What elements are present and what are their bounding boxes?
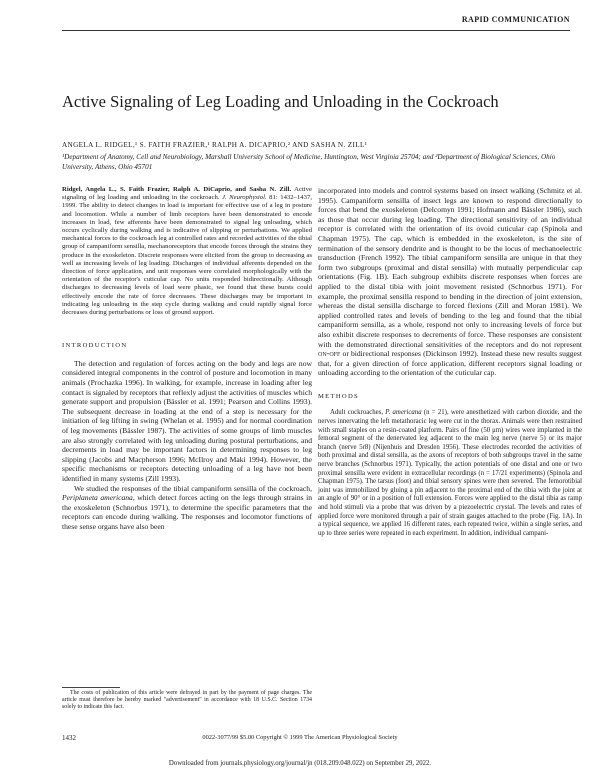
footnote-rule [62,687,120,688]
on-off-term: on-off [318,349,341,359]
author-list: ANGELA L. RIDGEL,¹ S. FAITH FRAZIER,¹ RALPH A. DICAPRIO,² AND SASHA N. ZILL¹ [62,141,368,149]
methods-start: Adult cockroaches, [330,409,384,417]
intro-paragraph-1: The detection and regulation of forces acting on the body and legs are now considered integral components in the control of posture and locomotion in many animals (Prochazka 1996). In walking, for example, increase in loading after leg contact is signaled by receptors that reflexly adjust the activities of muscles which generate support and propulsion (Bässler et al. 1991; Pearson and Collins 1993). The subsequent decrease in loading at the end of a step is necessary for the initiation of leg lifting in swing (Whelan et al. 1995) and for normal coordination of leg movements (Bässler 1987). The activities of some groups of limb muscles are also strongly correlated with leg unloading during postural perturbations, and decrements in load may be important factors in determining responses to leg slipping (Jacobs and Macpherson 1996; McIlroy and Maki 1994). However, the specific mechanisms or receptors detecting unloading of a leg have not been identified in many systems (Zill 1993). [62,358,312,483]
introduction-heading: INTRODUCTION [62,342,128,350]
affiliations: ¹Department of Anatomy, Cell and Neurobiology, Marshall University School of Medicine, Huntington, West Virginia 25704; and ²Department of Biological Sciences, Ohio University, Athens, Ohio 45701 [62,153,556,171]
intro-continued-end: or bidirectional responses (Dickinson 1992). Instead these new results suggest that, for a given direction of force application, different receptors signal loading or unloading according to the orientation of the cuticular cap. [318,349,582,378]
abstract-volume: 81: 1432–1437, 1999. [62,194,313,210]
page-number: 1432 [62,734,76,742]
abstract [62,186,312,317]
methods-paragraph [318,409,582,538]
intro-paragraph-2 [62,484,312,532]
methods-species: P. americana [385,409,422,417]
article-title: Active Signaling of Leg Loading and Unloading in the Cockroach [62,92,499,111]
footnote: The costs of publication of this article were defrayed in part by the payment of page charges. The article must therefore be hereby marked "advertisement" in accordance with 18 U.S.C. Section 1734 solely to indicate this fact. [62,690,312,711]
intro-p2-start: We studied the responses of the tibial campaniform sensilla of the cockroach, [74,483,312,493]
intro-continued-text: incorporated into models and control systems based on insect walking (Schmitz et al. 1995). Campaniform sensilla of insect legs are known to respond directionally to forces that bend the exoskeleton (Delcomyn 1991; Hofmann and Bässler 1986), such as those that occur during leg loading. The directional sensitivity of an individual receptor is correlated with the orientation of its ovoid cuticular cap (Spinola and Chapman 1975). The cap, which is embedded in the exoskeleton, is the site of termination of the sensory dendrite and is thought to be the locus of mechanoelectric transduction (French 1992). The tibial campaniform sensilla are unique in that they form two subgroups (proximal and distal sensilla) with mutually perpendicular cap orientations (Fig. 1B). Each subgroup exhibits discrete responses when forces are applied to the distal tibia with joint movement resisted (Schnorbus 1971). For example, the proximal sensilla respond to bending in the direction of joint extension, whereas the distal sensilla discharge to forced flexions (Zill and Moran 1981). We applied controlled rates and levels of bending to the leg and found that the tibial campaniform sensilla, as a whole, respond not only to increasing levels of force but also exhibit discrete responses to decrements of force. These responses are consistent with the demonstrated directional sensitivities of the receptors and do not represent [318,186,582,349]
abstract-journal: J. Neurophysiol. [222,194,267,202]
header-rule [62,30,570,31]
copyright-line: 0022-3077/99 $5.00 Copyright © 1999 The American Physiological Society [202,734,398,741]
section-label: RAPID COMMUNICATION [461,15,570,24]
methods-heading: METHODS [318,392,359,400]
right-column [318,186,582,538]
abstract-citation-title: Active signaling of leg loading and unloading in the cockroach. [62,186,312,202]
abstract-text: The ability to detect changes in load is important for effective use of a leg in posture and locomotion. While a number of limb receptors have been demonstrated to encode increases in load, few afferents have been demonstrated to signal leg unloading, which occurs cyclically during walking and is indicative of slipping or perturbations. We applied mechanical forces to the cockroach leg at controlled rates and recorded activities of the tibial group of campaniform sensilla, mechanoreceptors that encode forces through the strains they produce in the exoskeleton. Discrete responses were elicited from the group to decreasing as well as increasing levels of leg loading. Discharges of individual afferents depended on the direction of force application, and unit responses were correlated morphologically with the orientation of the receptor's cuticular cap. No units responded bidirectionally. Although discharges to decreasing levels of load were phasic, we found that these bursts could effectively encode the rate of force decreases. These discharges may be important in indicating leg unloading in the step cycle during walking and could rapidly signal force decreases during perturbations or loss of ground support. [62,202,312,317]
intro-continued [318,186,582,378]
intro-p2-rest: , which detect forces acting on the legs through strains in the exoskeleton (Schnorbus 1971), to determine the specific parameters that the receptors can encode during walking. The responses and locomotor functions of these sense organs have also been [62,493,312,531]
species-name: Periplaneta americana [62,493,133,503]
download-notice: Downloaded from journals.physiology.org/journal/jn (018.209.048.022) on September 29, 2022. [168,760,432,767]
methods-text: (n = 21), were anesthetized with carbon dioxide, and the nerves innervating the left metathoracic leg were cut in the thorax. Animals were then restrained with small staples on a resin-coated platform. Pairs of fine (50 μm) wires were implanted in the femoral segment of the denervated leg adjacent to the main leg nerve (nerve 5) or its major branch (nerve 5r8) (Nijenhuis and Dresden 1956). These electrodes recorded the activities of both proximal and distal sensilla, as the axons of receptors of both subgroups travel in the same nerve branches (Schnorbus 1971). Typically, the action potentials of one distal and one or two proximal sensilla were evident in extracellular recordings (n = 17/21 experiments) (Spinola and Chapman 1975). The tarsus (foot) and tibial sensory spines were then severed. The femorotibial joint was immobilized by gluing a pin adjacent to the proximal end of the tibia with the joint at an angle of 90° or in a position of full extension. Forces were applied to the distal tibia as ramp and hold stimuli via a probe that was driven by a piezoelectric crystal. The levels and rates of applied force were monitored through a pair of strain gauges attached to the probe (Fig. 1A). In a typical sequence, we applied 16 different rates, each repeated twice, within a single series, and up to three series were repeated in each experiment. In addition, individual campani- [318,409,583,537]
abstract-citation-authors: Ridgel, Angela L., S. Faith Frazier, Ralph A. DiCaprio, and Sasha N. Zill. [62,186,292,193]
left-column [62,186,312,532]
